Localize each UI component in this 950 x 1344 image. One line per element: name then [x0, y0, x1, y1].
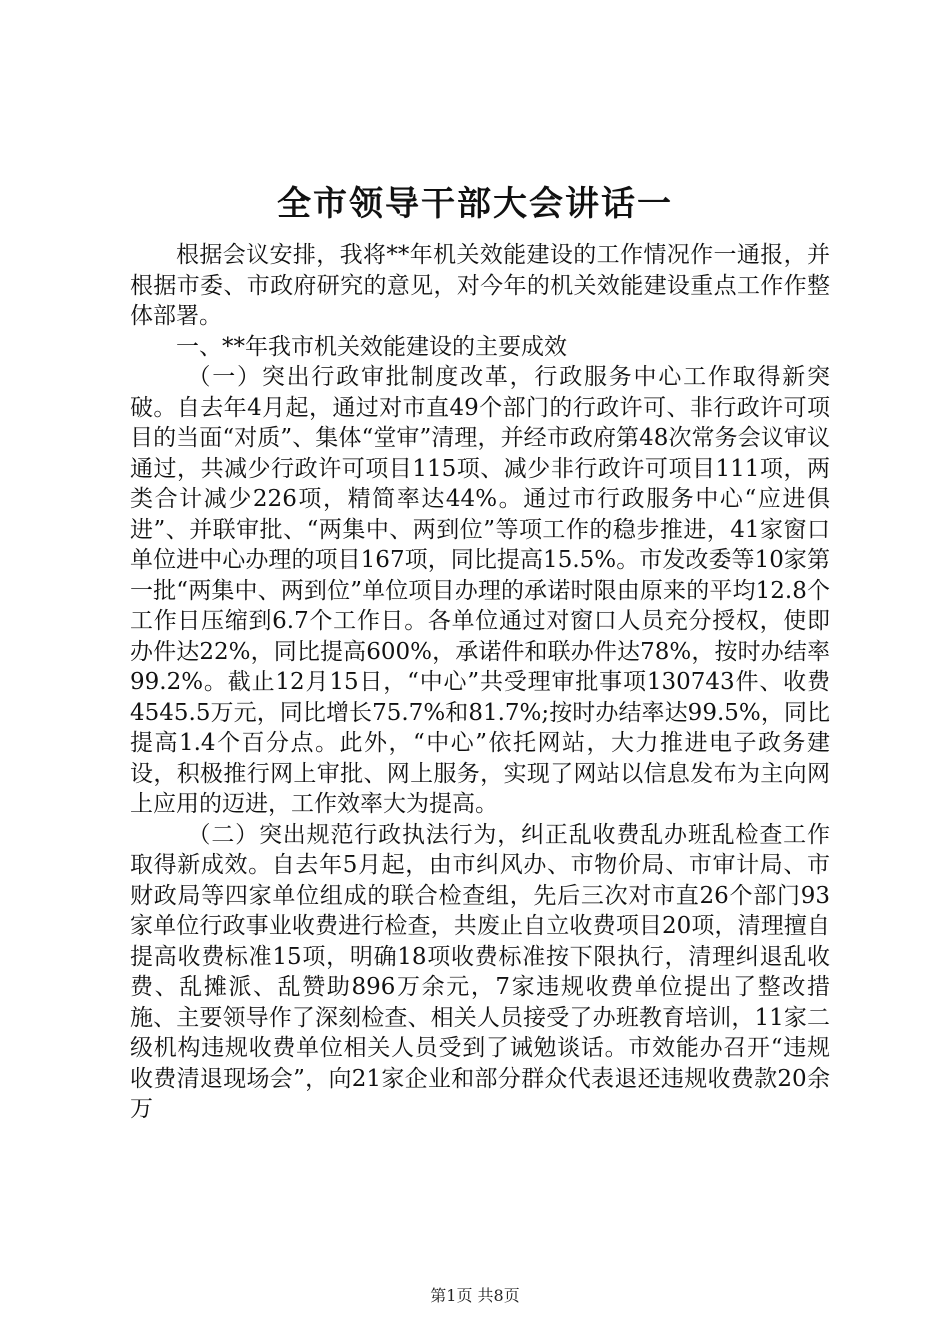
- document-body: [130, 240, 830, 1125]
- intro-paragraph: 根据会议安排，我将**年机关效能建设的工作情况作一通报，并根据市委、市政府研究的意见，对今年的机关效能建设重点工作作整体部署。: [130, 242, 830, 329]
- document-title: 全市领导干部大会讲话一: [277, 184, 673, 224]
- subsection-paragraph-2: （二）突出规范行政执法行为，纠正乱收费乱办班乱检查工作取得新成效。自去年5月起，由市纠风办、市物价局、市审计局、市财政局等四家单位组成的联合检查组，先后三次对市直26个部门93家单位行政事业收费进行检查，共废止自立收费项目20项，清理擅自提高收费标准15项，明确18项收费标准按下限执行，清理纠退乱收费、乱摊派、乱赞助896万余元，7家违规收费单位提出了整改措施、主要领导作了深刻检查、相关人员接受了办班教育培训，11家二级机构违规收费单位相关人员受到了诫勉谈话。市效能办召开“违规收费清退现场会”，向21家企业和部分群众代表退还违规收费款20余万: [130, 821, 830, 1122]
- subsection-paragraph-1: （一）突出行政审批制度改革，行政服务中心工作取得新突破。自去年4月起，通过对市直49个部门的行政许可、非行政许可项目的当面“对质”、集体“堂审”清理，并经市政府第48次常务会议审议通过，共减少行政许可项目115项、减少非行政许可项目111项，两类合计减少226项，精简率达44%。通过市行政服务中心“应进俱进”、并联审批、“两集中、两到位”等项工作的稳步推进，41家窗口单位进中心办理的项目167项，同比提高15.5%。市发改委等10家第一批“两集中、两到位”单位项目办理的承诺时限由原来的平均12.8个工作日压缩到6.7个工作日。各单位通过对窗口人员充分授权，使即办件达22%，同比提高600%，承诺件和联办件达78%，按时办结率99.2%。截止12月15日，“中心”共受理审批事项130743件、收费4545.5万元，同比增长75.7%和81.7%;按时办结率达99.5%，同比提高1.4个百分点。此外，“中心”依托网站，大力推进电子政务建设，积极推行网上审批、网上服务，实现了网站以信息发布为主向网上应用的迈进，工作效率大为提高。: [130, 364, 830, 817]
- page-footer: 第1页 共8页: [430, 1286, 520, 1305]
- section-heading: 一、**年我市机关效能建设的主要成效: [176, 333, 567, 360]
